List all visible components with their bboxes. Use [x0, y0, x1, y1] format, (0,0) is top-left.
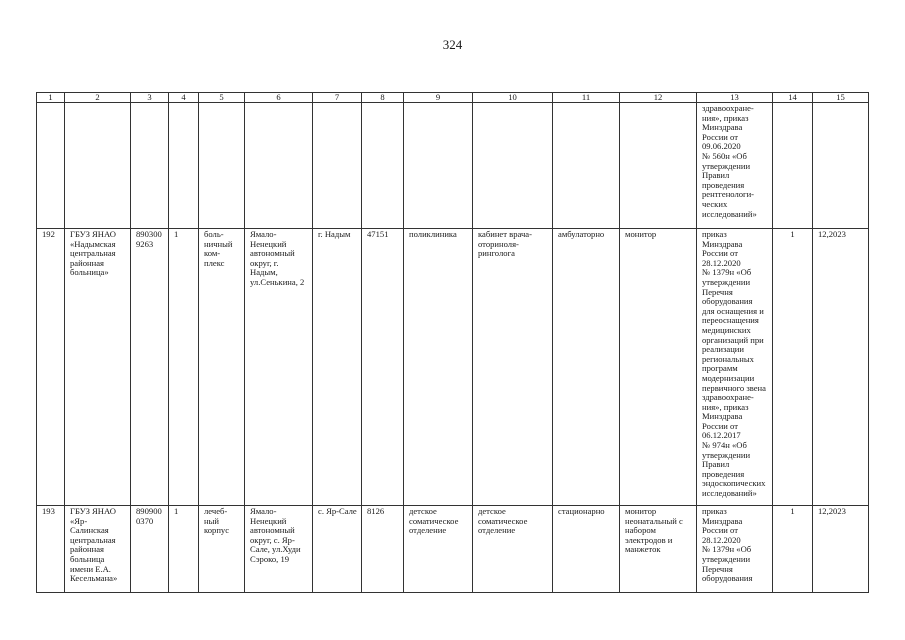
cell-line: 890300	[136, 229, 162, 239]
cell-line: 12,2023	[818, 229, 846, 239]
cell-line: районная	[70, 257, 104, 268]
cell-text	[204, 230, 241, 268]
cell-line: 06.12.2017	[702, 430, 741, 441]
cell-line: России от	[702, 525, 738, 536]
cell-line: эндоскопических	[702, 478, 766, 489]
table-cell-col-6	[245, 229, 313, 506]
cell-line: автономный	[250, 248, 295, 259]
cell-text	[702, 507, 769, 584]
cell-line: детское	[409, 506, 437, 516]
cell-text	[558, 507, 616, 517]
cell-line: больница»	[70, 267, 109, 278]
cell-text	[478, 230, 549, 259]
cell-line: с. Яр-Сале	[318, 506, 357, 516]
table-cell-col-6	[245, 506, 313, 593]
table-cell-col-6	[245, 103, 313, 229]
table-cell-col-14	[773, 103, 813, 229]
cell-line: ком-	[204, 248, 221, 259]
cell-line: Надым,	[250, 267, 278, 278]
cell-line: 1	[174, 229, 179, 239]
cell-line: ничный	[204, 238, 233, 249]
cell-line: Минздрава	[702, 411, 743, 422]
cell-line: утверждении	[702, 160, 751, 171]
cell-line: боль-	[204, 229, 224, 239]
cell-line: утверждении	[702, 553, 751, 564]
cell-line: кабинет врача-	[478, 229, 532, 239]
cell-line: ГБУЗ ЯНАО	[70, 506, 116, 516]
cell-line: г. Надым	[318, 229, 351, 239]
cell-line: Минздрава	[702, 238, 743, 249]
cell-line: № 1379н «Об	[702, 544, 752, 555]
cell-line: 0370	[136, 515, 154, 526]
cell-line: Правил	[702, 170, 730, 181]
cell-line: 1	[790, 229, 795, 239]
column-number: 11	[553, 93, 620, 103]
table-cell-col-15	[813, 506, 869, 593]
cell-text	[136, 230, 165, 249]
cell-line: 28.12.2020	[702, 257, 741, 268]
table-cell-col-4	[169, 229, 199, 506]
cell-line: центральная	[70, 534, 116, 545]
cell-text	[409, 230, 469, 240]
table-cell-col-1	[37, 103, 65, 229]
cell-line: утверждении	[702, 449, 751, 460]
cell-text	[818, 507, 865, 517]
cell-text	[70, 507, 127, 584]
table-cell-col-9	[404, 506, 473, 593]
cell-line: ческих	[702, 198, 728, 209]
cell-line: плекс	[204, 257, 225, 268]
cell-line: Минздрава	[702, 515, 743, 526]
table-cell-col-7	[313, 506, 362, 593]
cell-line: «Яр-	[70, 515, 88, 526]
cell-text	[136, 507, 165, 526]
table-cell-col-4	[169, 506, 199, 593]
cell-line: округ, г.	[250, 257, 279, 268]
cell-line: программ	[702, 363, 738, 374]
cell-text	[318, 230, 358, 240]
table-body	[37, 103, 869, 593]
table-cell-col-13	[697, 229, 773, 506]
table-cell-col-10	[473, 103, 553, 229]
cell-line: проведения	[702, 468, 745, 479]
cell-text	[702, 104, 769, 219]
column-number-row	[37, 93, 869, 103]
column-number: 7	[313, 93, 362, 103]
cell-text	[70, 230, 127, 278]
table-cell-col-3	[131, 229, 169, 506]
cell-line: переоснащения	[702, 315, 759, 326]
cell-text	[818, 230, 865, 240]
table-cell-col-5	[199, 103, 245, 229]
cell-line: ГБУЗ ЯНАО	[70, 229, 116, 239]
cell-line: соматическое	[478, 515, 528, 526]
cell-line: 47151	[367, 229, 389, 239]
cell-line: больница	[70, 553, 105, 564]
cell-line: электродов и	[625, 534, 673, 545]
table-cell-col-2	[65, 229, 131, 506]
column-number: 3	[131, 93, 169, 103]
column-number: 6	[245, 93, 313, 103]
table-cell-col-14	[773, 506, 813, 593]
cell-line: Кесельмана»	[70, 573, 118, 584]
cell-line: реализации	[702, 344, 744, 355]
cell-line: оборудования	[702, 296, 753, 307]
column-number: 12	[620, 93, 697, 103]
cell-line: Ненецкий	[250, 515, 287, 526]
cell-line: центральная	[70, 248, 116, 259]
cell-line: «Надымская	[70, 238, 116, 249]
cell-line: корпус	[204, 525, 230, 536]
cell-line: приказ	[702, 506, 727, 516]
cell-text	[250, 230, 309, 288]
cell-text	[250, 507, 309, 565]
cell-line: имени Е.А.	[70, 563, 111, 574]
table-cell-col-11	[553, 229, 620, 506]
cell-line: модернизации	[702, 372, 755, 383]
cell-text	[174, 507, 195, 517]
cell-line: ный	[204, 515, 219, 526]
cell-text	[409, 507, 469, 536]
table-cell-col-12	[620, 506, 697, 593]
table-cell-col-3	[131, 506, 169, 593]
cell-line: Правил	[702, 459, 730, 470]
table-cell-col-10	[473, 506, 553, 593]
table-cell-col-2	[65, 506, 131, 593]
table-cell-col-5	[199, 229, 245, 506]
cell-line: оториноля-	[478, 238, 519, 249]
cell-line: Минздрава	[702, 122, 743, 133]
table-cell-col-3	[131, 103, 169, 229]
table-cell-col-15	[813, 103, 869, 229]
cell-line: Перечня	[702, 286, 733, 297]
table-row	[37, 229, 869, 506]
cell-line: № 560н «Об	[702, 150, 747, 161]
cell-line: оборудования	[702, 573, 753, 584]
cell-line: первичного звена	[702, 382, 766, 393]
table-cell-col-11	[553, 506, 620, 593]
cell-line: округ, с. Яр-	[250, 534, 295, 545]
cell-text	[367, 507, 400, 517]
table-cell-col-15	[813, 229, 869, 506]
cell-line: исследований»	[702, 488, 757, 499]
cell-line: манжеток	[625, 544, 661, 555]
cell-line: Ямало-	[250, 506, 277, 516]
cell-line: исследований»	[702, 208, 757, 219]
cell-line: России от	[702, 420, 738, 431]
cell-line: № 1379н «Об	[702, 267, 752, 278]
table-cell-col-13	[697, 103, 773, 229]
cell-text	[625, 507, 693, 555]
cell-line: 8126	[367, 506, 385, 516]
cell-line: 1	[790, 506, 795, 516]
cell-line: Салинская	[70, 525, 109, 536]
cell-line: ния», приказ	[702, 401, 749, 412]
cell-line: детское	[478, 506, 506, 516]
cell-line: монитор	[625, 229, 657, 239]
cell-line: амбулаторно	[558, 229, 605, 239]
cell-line: автономный	[250, 525, 295, 536]
table-cell-col-11	[553, 103, 620, 229]
cell-line: России от	[702, 248, 738, 259]
column-number: 9	[404, 93, 473, 103]
cell-line: 192	[42, 229, 55, 239]
cell-line: 12,2023	[818, 506, 846, 516]
cell-text	[367, 230, 400, 240]
cell-line: Сале, ул.Худи	[250, 544, 301, 555]
table-cell-col-7	[313, 229, 362, 506]
cell-line: отделение	[478, 525, 516, 536]
table-cell-col-2	[65, 103, 131, 229]
cell-line: Ненецкий	[250, 238, 287, 249]
cell-line: стационарно	[558, 506, 605, 516]
column-number: 14	[773, 93, 813, 103]
cell-line: приказ	[702, 229, 727, 239]
cell-text	[558, 230, 616, 240]
cell-line: ния», приказ	[702, 112, 749, 123]
cell-text	[204, 507, 241, 536]
cell-line: ринголога	[478, 248, 515, 259]
cell-line: ул.Сенькина, 2	[250, 276, 305, 287]
cell-line: утверждении	[702, 276, 751, 287]
cell-text	[702, 230, 769, 499]
table-cell-col-10	[473, 229, 553, 506]
document-table	[36, 92, 869, 593]
cell-text	[42, 507, 61, 517]
cell-line: 28.12.2020	[702, 534, 741, 545]
cell-line: монитор	[625, 506, 657, 516]
cell-line: районная	[70, 544, 104, 555]
column-number: 15	[813, 93, 869, 103]
cell-line: отделение	[409, 525, 447, 536]
cell-text	[174, 230, 195, 240]
cell-line: 9263	[136, 238, 154, 249]
column-number: 2	[65, 93, 131, 103]
table-row	[37, 506, 869, 593]
cell-line: 09.06.2020	[702, 141, 741, 152]
table-cell-col-1	[37, 506, 65, 593]
table-cell-col-12	[620, 103, 697, 229]
column-number: 5	[199, 93, 245, 103]
cell-text	[625, 230, 693, 240]
cell-text	[775, 507, 810, 517]
cell-line: медицинских	[702, 324, 751, 335]
cell-text	[42, 230, 61, 240]
column-number: 8	[362, 93, 404, 103]
column-number: 10	[473, 93, 553, 103]
cell-line: организаций при	[702, 334, 764, 345]
cell-line: 890900	[136, 506, 162, 516]
cell-line: Сэроко, 19	[250, 553, 290, 564]
cell-line: соматическое	[409, 515, 459, 526]
cell-line: региональных	[702, 353, 754, 364]
column-number: 4	[169, 93, 199, 103]
table-cell-col-8	[362, 103, 404, 229]
cell-text	[478, 507, 549, 536]
cell-line: рентгенологи-	[702, 189, 755, 200]
table-cell-col-5	[199, 506, 245, 593]
cell-line: 1	[174, 506, 179, 516]
cell-line: 193	[42, 506, 55, 516]
cell-line: Перечня	[702, 563, 733, 574]
cell-line: Ямало-	[250, 229, 277, 239]
cell-line: поликлиника	[409, 229, 457, 239]
column-number: 13	[697, 93, 773, 103]
cell-text	[318, 507, 358, 517]
cell-line: здравоохране-	[702, 103, 754, 113]
cell-line: неонатальный с	[625, 515, 683, 526]
table-cell-col-13	[697, 506, 773, 593]
table-cell-col-12	[620, 229, 697, 506]
column-number: 1	[37, 93, 65, 103]
cell-line: набором	[625, 525, 656, 536]
table-cell-col-8	[362, 229, 404, 506]
cell-line: № 974н «Об	[702, 440, 747, 451]
table-cell-col-9	[404, 229, 473, 506]
cell-line: лечеб-	[204, 506, 228, 516]
cell-line: для оснащения и	[702, 305, 764, 316]
table-cell-col-9	[404, 103, 473, 229]
cell-text	[775, 230, 810, 240]
page-number: 324	[442, 37, 463, 52]
table-cell-col-7	[313, 103, 362, 229]
table-cell-col-4	[169, 103, 199, 229]
cell-line: России от	[702, 131, 738, 142]
cell-line: проведения	[702, 179, 745, 190]
cell-line: здравоохране-	[702, 392, 754, 403]
table-row	[37, 103, 869, 229]
table-cell-col-8	[362, 506, 404, 593]
table-cell-col-14	[773, 229, 813, 506]
table-cell-col-1	[37, 229, 65, 506]
